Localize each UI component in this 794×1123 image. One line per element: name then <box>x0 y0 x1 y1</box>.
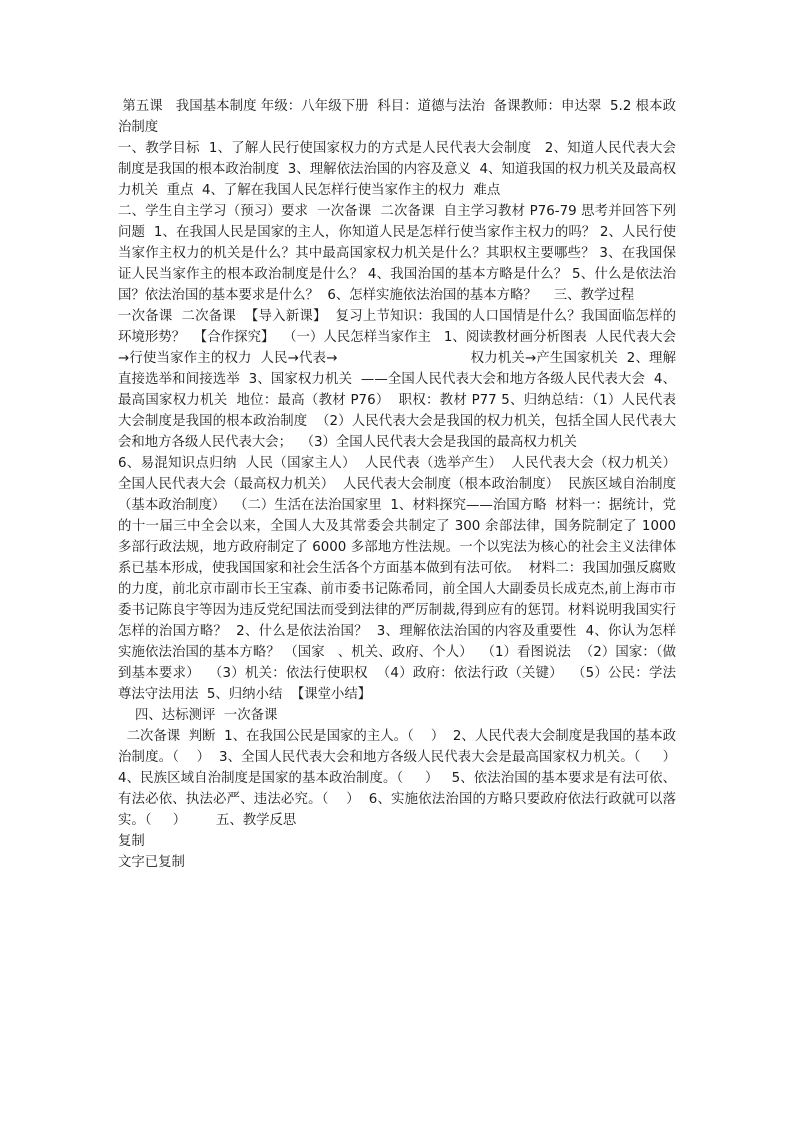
section-knowledge-summary: 6、易混知识点归纳 人民（国家主人） 人民代表（选举产生） 人民代表大会（权力机关） 全国人民代表大会（最高权力机关） 人民代表大会制度（根本政治制度） 民族区域自治制度（基本政治制度） （二）生活在法治国家里 1、材料探究——治国方略 材料一：据统计，党的十一届三中全会以来，全国人大及其常委会共制定了 300 余部法律，国务院制定了 1000 多部行政法规，地方政府制定了 6000 多部地方性法规。一个以宪法为核心的社会主义法律体系已基本形成，使我国国家和社会生活各个方面基本做到有法可依。 材料二：我国加强反腐败的力度，前北京市副市长王宝森、前市委书记陈希同，前全国人大副委员长成克杰,前上海市市委书记陈良宇等因为违反党纪国法而受到法律的严厉制裁,得到应有的惩罚。材料说明我国实行怎样的治国方略？ 2、什么是依法治国？ 3、理解依法治国的内容及重要性 4、你认为怎样实施依法治国的基本方略？ （国家 、机关、政府、个人） （1）看图说法 （2）国家：（做到基本要求） （3）机关：依法行使职权 （4）政府：依法行政（关键） （5）公民：学法尊法守法用法 5、归纳小结 【课堂小结】 <box>118 456 685 702</box>
lesson-header: 第五课 我国基本制度 年级：八年级下册 科目：道德与法治 备课教师：申达翠 5.2 根本政治制度 <box>118 99 676 135</box>
section-self-study: 二、学生自主学习（预习）要求 一次备课 二次备课 自主学习教材 P76-79 思考并回答下列问题 1、在我国人民是国家的主人，你知道人民是怎样行使当家作主权力的吗？ 2、人民行使当家作主权力的机关是什么？其中最高国家权力机关是什么？其职权主要哪些？ 3、在我国保证人民当家作主的根本政治制度是什么？ 4、我国治国的基本方略是什么？ 5、什么是依法治国？依法治国的基本要求是什么？ 6、怎样实施依法治国的基本方略？ 三、教学过程 <box>118 204 676 303</box>
section-teaching-process: 一次备课 二次备课 【导入新课】 复习上节知识：我国的人口国情是什么？我国面临怎样的环境形势？ 【合作探究】 （一）人民怎样当家作主 1、阅读教材画分析图表 人民代表大会→行使当家作主的权力 人民→代表→ 权力机关→产生国家机关 2、理解直接选举和间接选举 3、国家权力机关 ——全国人民代表大会和地方各级人民代表大会 4、最高国家权力机关 地位：最高（教材 P76） 职权：教材 P77 5、归纳总结：（1）人民代表大会制度是我国的根本政治制度 （2）人民代表大会是我国的权力机关，包括全国人民代表大会和地方各级人民代表大会； （3）全国人民代表大会是我国的最高权力机关 <box>118 309 676 450</box>
copy-link[interactable]: 复制 <box>118 834 145 849</box>
copied-status: 文字已复制 <box>118 855 185 870</box>
section-teaching-goals: 一、教学目标 1、了解人民行使国家权力的方式是人民代表大会制度 2、知道人民代表大会制度是我国的根本政治制度 3、理解依法治国的内容及意义 4、知道我国的权力机关及最高权力机关 重点 4、了解在我国人民怎样行使当家作主的权力 难点 <box>118 141 676 198</box>
section-assessment-questions: 二次备课 判断 1、在我国公民是国家的主人。（ ） 2、人民代表大会制度是我国的基本政治制度。（ ） 3、全国人民代表大会和地方各级人民代表大会是最高国家权力机关。（ ） 4、民族区域自治制度是国家的基本政治制度。（ ） 5、依法治国的基本要求是有法可依、有法必依、执法必严、违法必究。（ ） 6、实施依法治国的方略只要政府依法行政就可以落实。（ ） 五、教学反思 <box>118 729 685 828</box>
document-body <box>118 96 685 873</box>
section-assessment-heading: 四、达标测评 一次备课 <box>118 708 278 723</box>
